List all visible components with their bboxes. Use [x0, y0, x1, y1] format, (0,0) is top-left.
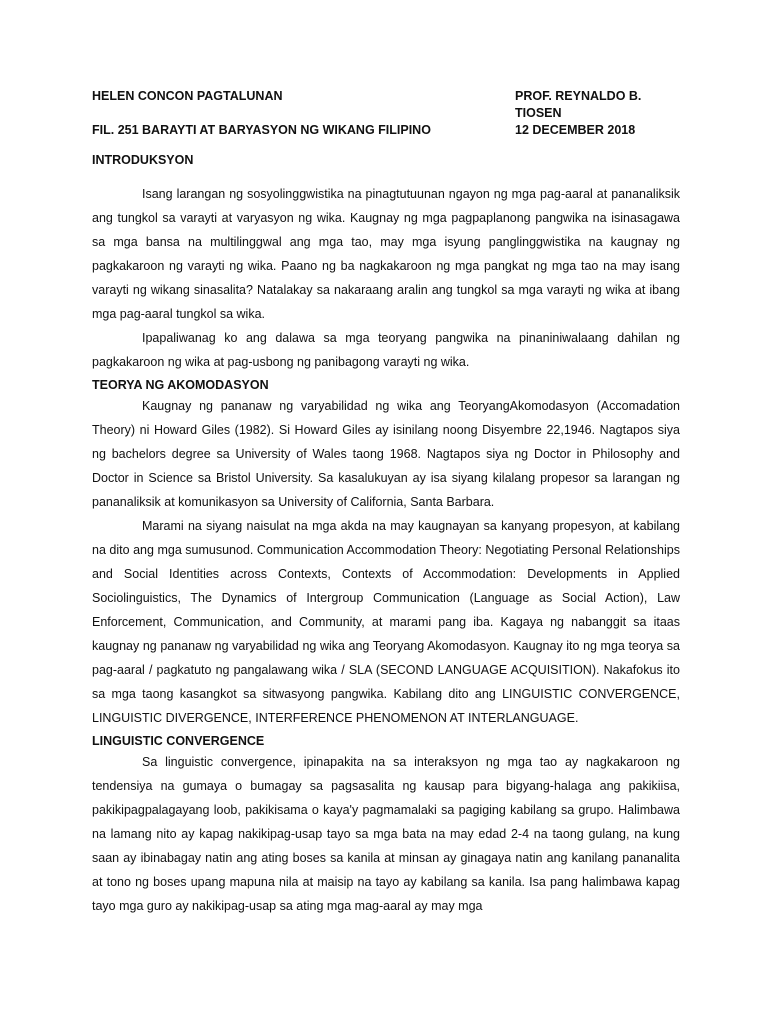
author-name: HELEN CONCON PAGTALUNAN — [92, 89, 283, 103]
akomodasyon-paragraph-1: Kaugnay ng pananaw ng varyabilidad ng wika ang TeoryangAkomodasyon (Accomadation Theory) ni Howard Giles (1982). Si Howard Giles ay isinilang noong Disyembre 22,1946. Nagtapos siya ng bachelors degree sa University of Wales taong 1968. Nagtapos siya ng Doctor in Philosophy and Doctor in Science sa Bristol University. Sa kasalukuyan ay isa siyang kilalang propesor sa larangan ng pananaliksik at komunikasyon sa University of California, Santa Barbara. — [92, 399, 680, 509]
akomodasyon-heading: TEORYA NG AKOMODASYON — [92, 378, 269, 392]
course-title: FIL. 251 BARAYTI AT BARYASYON NG WIKANG FILIPINO — [92, 123, 431, 137]
professor-name: PROF. REYNALDO B. TIOSEN — [515, 89, 642, 120]
document-date: 12 DECEMBER 2018 — [515, 123, 636, 137]
introduksyon-paragraph-1: Isang larangan ng sosyolinggwistika na pinagtutuunan ngayon ng mga pag-aaral at pananaliksik ang tungkol sa varayti at varyasyon ng wika. Kaugnay ng mga pagpaplanong pangwika na isinasagawa sa mga bansa na multilinggwal ang mga tao, may mga isyung panglinggwistika na kaugnay ng pagkakaroon ng varayti ng wika. Paano ng ba nagkakaroon ng mga pangkat ng mga tao na may isang varayti ng wikang sinasalita? Natalakay sa nakaraang aralin ang tungkol sa mga varayti ng wika at ibang mga pag-aaral tungkol sa wika. — [92, 187, 680, 321]
header-row-1 — [92, 88, 680, 122]
convergence-paragraph-1: Sa linguistic convergence, ipinapakita na sa interaksyon ng mga tao ay nagkakaroon ng tendensiya na gumaya o bumagay sa pagsasalita ng kausap para bigyang-halaga ang pakikiisa, pakikipagpalagayang loob, pakikisama o kaya'y pagmamalaki sa pagiging kabilang sa grupo. Halimbawa na lamang nito ay kapag nakikipag-usap tayo sa mga bata na may edad 2-4 na taong gulang, na kung saan ay ibinabagay natin ang ating boses sa kanila at minsan ay ginagaya natin ang kanilang pananalita at tono ng boses upang mapuna nila at maisip na tayo ay kabilang sa kanila. Isa pang halimbawa kapag tayo mga guro ay nakikipag-usap sa ating mga mag-aaral ay may mga — [92, 755, 680, 913]
introduksyon-paragraph-2: Ipapaliwanag ko ang dalawa sa mga teoryang pangwika na pinaniniwalaang dahilan ng pagkakaroon ng wika at pag-usbong ng panibagong varayti ng wika. — [92, 331, 680, 369]
convergence-heading: LINGUISTIC CONVERGENCE — [92, 734, 265, 748]
introduksyon-heading: INTRODUKSYON — [92, 153, 194, 167]
akomodasyon-paragraph-2: Marami na siyang naisulat na mga akda na may kaugnayan sa kanyang propesyon, at kabilang na dito ang mga sumusunod. Communication Accommodation Theory: Negotiating Personal Relationships and Social Identities across Contexts, Contexts of Accommodation: Developments in Applied Sociolinguistics, The Dynamics of Intergroup Communication (Language as Social Action), Law Enforcement, Communication, and Community, at marami pang iba. Kagaya ng nabanggit sa itaas kaugnay ng pananaw ng varyabilidad ng wika ang Teoryang Akomodasyon. Kaugnay ito ng mga teorya sa pag-aaral / pagkatuto ng pangalawang wika / SLA (SECOND LANGUAGE ACQUISITION). Nakafokus ito sa mga taong kasangkot sa sitwasyong pangwika. Kabilang dito ang LINGUISTIC CONVERGENCE, LINGUISTIC DIVERGENCE, INTERFERENCE PHENOMENON AT INTERLANGUAGE. — [92, 519, 680, 725]
header-row-2 — [92, 122, 680, 139]
